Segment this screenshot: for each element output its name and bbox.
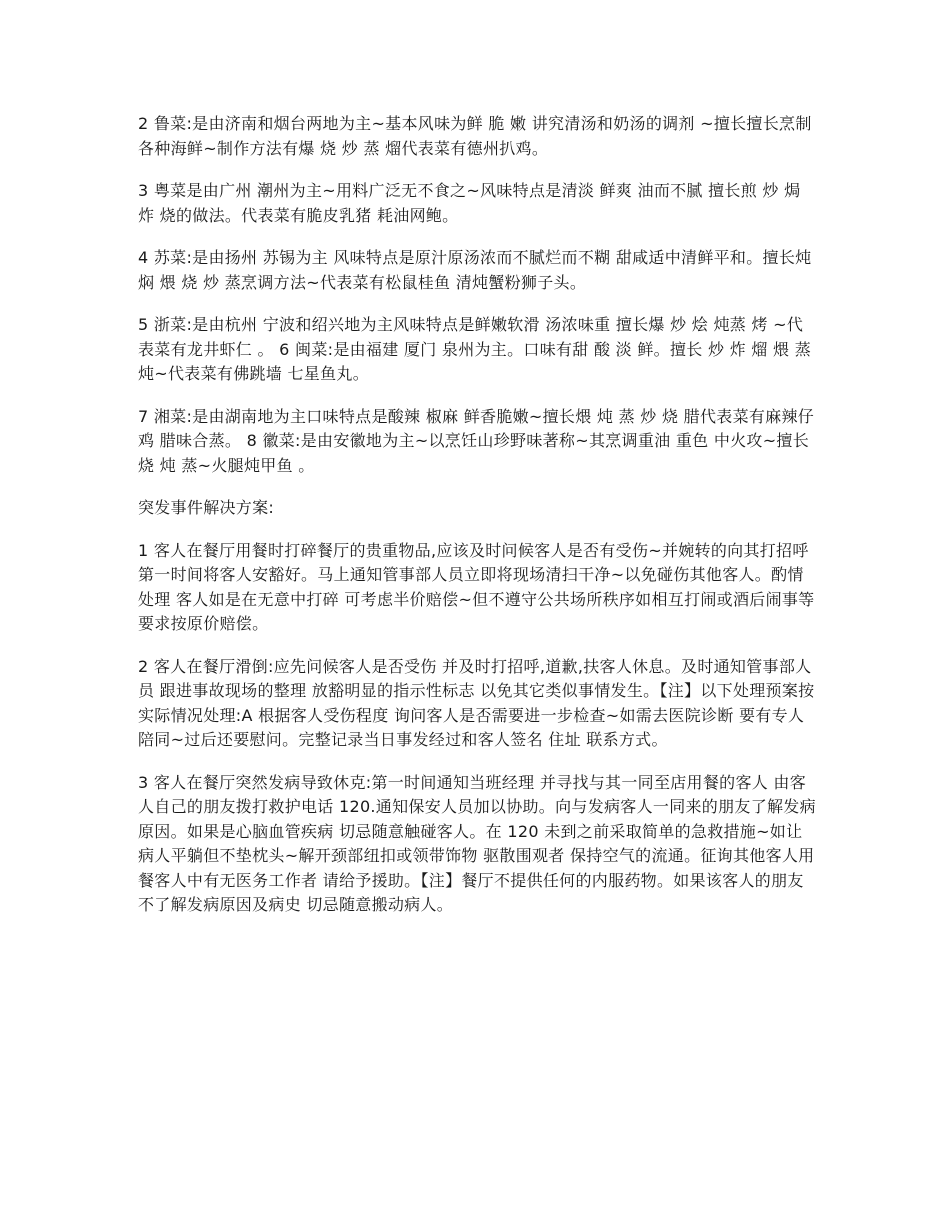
paragraph-su-cuisine: 4 苏菜:是由扬州 苏锡为主 风味特点是原汁原汤浓而不腻烂而不糊 甜咸适中清鲜平和。擅长炖 焖 煨 烧 炒 蒸烹调方法~代表菜有松鼠桂鱼 清炖蟹粉狮子头。: [138, 248, 817, 292]
paragraph-emergency-slip: 2 客人在餐厅滑倒:应先问候客人是否受伤 并及时打招呼,道歉,扶客人休息。及时通知管事部人员 跟进事故现场的整理 放豁明显的指示性标志 以免其它类似事情发生。【注】以下处理预案按实际情况处理:A 根据客人受伤程度 询问客人是否需要进一步检查~如需去医院诊断 要有专人陪同~过后还要慰问。完整记录当日事发经过和客人签名 住址 联系方式。: [138, 656, 815, 749]
document-body: [138, 112, 818, 936]
paragraph-emergency-broken-item: 1 客人在餐厅用餐时打碎餐厅的贵重物品,应该及时问候客人是否有受伤~并婉转的向其打招呼 第一时间将客人安豁好。马上通知管事部人员立即将现场清扫干净~以免碰伤其他客人。酌情处理 客人如是在无意中打碎 可考虑半价赔偿~但不遵守公共场所秩序如相互打闹或酒后闹事等要求按原价赔偿。: [138, 540, 815, 633]
section-heading-emergency: 突发事件解决方案:: [138, 498, 275, 517]
paragraph-zhe-min-cuisine: 5 浙菜:是由杭州 宁波和绍兴地为主风味特点是鲜嫩软滑 汤浓味重 擅长爆 炒 烩 炖蒸 烤 ~代表菜有龙井虾仁 。 6 闽菜:是由福建 厦门 泉州为主。口味有甜 酸 淡 鲜。擅长 炒 炸 熘 煨 蒸 炖~代表菜有佛跳墙 七星鱼丸。: [138, 315, 817, 383]
paragraph-xiang-hui-cuisine: 7 湘菜:是由湖南地为主口味特点是酸辣 椒麻 鲜香脆嫩~擅长煨 炖 蒸 炒 烧 腊代表菜有麻辣仔鸡 腊味合蒸。 8 徽菜:是由安徽地为主~以烹饪山珍野味著称~其烹调重油 重色 中火攻~擅长烧 炖 蒸~火腿炖甲鱼 。: [138, 406, 815, 475]
paragraph-lu-cuisine: 2 鲁菜:是由济南和烟台两地为主~基本风味为鲜 脆 嫩 讲究清汤和奶汤的调剂 ~擅长擅长烹制各种海鲜~制作方法有爆 烧 炒 蒸 熘代表菜有德州扒鸡。: [138, 114, 812, 158]
paragraph-yue-cuisine: 3 粤菜是由广州 潮州为主~用料广泛无不食之~风味特点是清淡 鲜爽 油而不腻 擅长煎 炒 焗 炸 烧的做法。代表菜有脆皮乳猪 耗油网鲍。: [138, 181, 806, 225]
paragraph-emergency-illness: 3 客人在餐厅突然发病导致休克:第一时间通知当班经理 并寻找与其一同至店用餐的客人 由客人自己的朋友拨打救护电话 120.通知保安人员加以协助。向与发病客人一同来的朋友了解发病原因。如果是心脑血管疾病 切忌随意触碰客人。在 120 未到之前采取简单的急救措施~如让病人平躺但不垫枕头~解开颈部纽扣或领带饰物 驱散围观者 保持空气的流通。征询其他客人用餐客人中有无医务工作者 请给予援助。【注】餐厅不提供任何的内服药物。如果该客人的朋友不了解发病原因及病史 切忌随意搬动病人。: [138, 772, 816, 914]
